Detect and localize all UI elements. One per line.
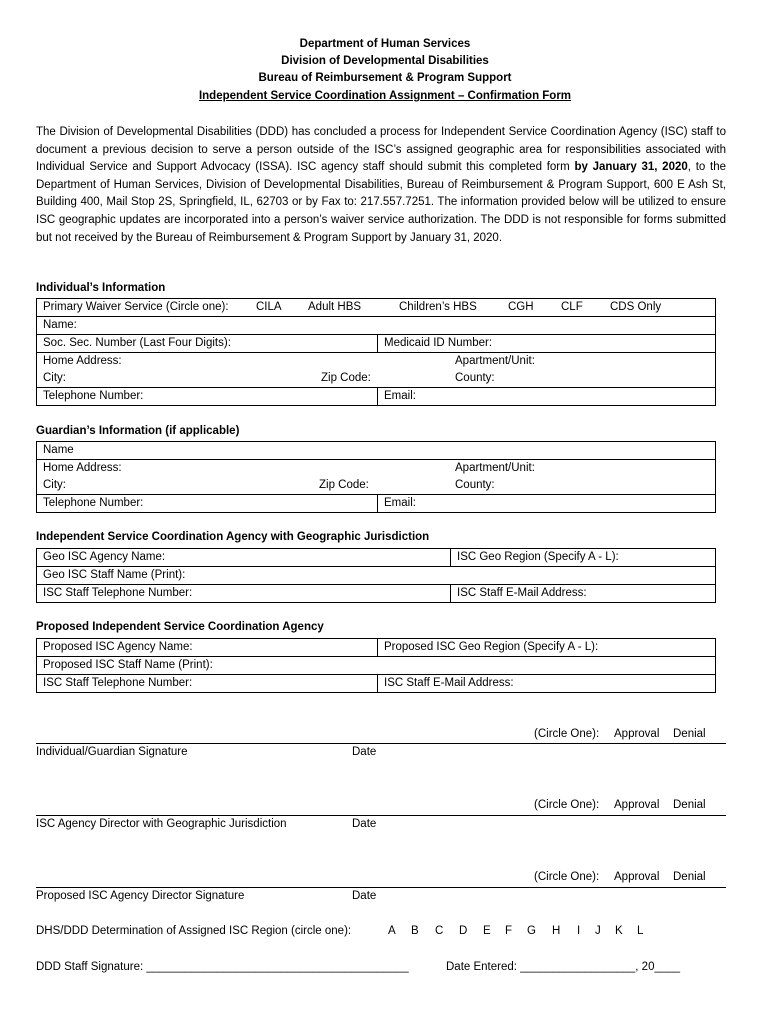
proposed-phone-field[interactable]: ISC Staff Telephone Number: [37, 675, 378, 693]
geo-agency-field[interactable]: Geo ISC Agency Name: [37, 549, 451, 567]
waiver-row [37, 299, 716, 317]
form-title: Independent Service Coordination Assignment – Confirmation Form [198, 90, 572, 102]
waiver-option-clf[interactable]: CLF [561, 301, 583, 313]
guardian-county-field[interactable]: County: [455, 479, 495, 491]
apartment-field[interactable]: Apartment/Unit: [455, 355, 535, 367]
proposed-email-field[interactable]: ISC Staff E-Mail Address: [378, 675, 716, 693]
geo-isc-section-title: Independent Service Coordination Agency with Geographic Jurisdiction [36, 531, 430, 543]
guardian-name-field[interactable]: Name [37, 442, 716, 460]
waiver-option-cgh[interactable]: CGH [508, 301, 534, 313]
guardian-city-row [37, 477, 716, 495]
proposed-staff-field[interactable]: Proposed ISC Staff Name (Print): [37, 657, 716, 675]
region-letter-c[interactable]: C [435, 925, 444, 937]
date-label-1: Date [352, 746, 377, 758]
determination-label: DHS/DDD Determination of Assigned ISC Region (circle one): [36, 925, 352, 937]
region-letter-l[interactable]: L [637, 925, 644, 937]
header-division: Division of Developmental Disabilities [281, 55, 489, 67]
guardian-table [36, 441, 716, 513]
waiver-option-childrens-hbs[interactable]: Children’s HBS [399, 301, 477, 313]
intro-part1: The Division of Developmental Disabilities (DDD) has concluded a process for Independent Service Coordination Agency (ISC) staff to document a previous decision to serve a person outside of the ISC’s assigned geographic area for responsibilities associated with Individual Service and Support Advocacy (ISSA). ISC agency staff should submit this completed form [36, 126, 726, 174]
geo-director-signature-label: ISC Agency Director with Geographic Jurisdiction [36, 818, 287, 830]
individual-email-field[interactable]: Email: [378, 388, 716, 406]
waiver-option-cila[interactable]: CILA [256, 301, 282, 313]
region-letter-h[interactable]: H [552, 925, 561, 937]
date-label-2: Date [352, 818, 377, 830]
proposed-agency-field[interactable]: Proposed ISC Agency Name: [37, 639, 378, 657]
geo-staff-field[interactable]: Geo ISC Staff Name (Print): [37, 567, 716, 585]
guardian-section-title: Guardian’s Information (if applicable) [36, 425, 240, 437]
individual-section-title: Individual’s Information [36, 282, 166, 294]
signature-line-2[interactable] [36, 815, 726, 816]
approval-option-2[interactable]: Approval [614, 799, 660, 811]
guardian-phone-field[interactable]: Telephone Number: [37, 495, 378, 513]
proposed-isc-table [36, 638, 716, 693]
intro-part2: , to the Department of Human Services, Division of Developmental Disabilities, Bureau of Reimbursement & Program Support, 600 E Ash St, Building 400, Mail Stop 2S, Springfield, IL, 62703 or by Fax to: 217.557.7251. The information provided below will be utilized to ensure ISC geographic updates are incorporated into a person’s waiver service authorization. The DDD is not responsible for forms submitted but not received by the Bureau of Reimbursement & Program Support by January 31, 2020. [36, 161, 727, 244]
approval-option-3[interactable]: Approval [614, 871, 660, 883]
individual-phone-field[interactable]: Telephone Number: [37, 388, 378, 406]
date-entered-field[interactable]: Date Entered: __________________, 20____ [446, 961, 681, 973]
ddd-staff-signature-field[interactable]: DDD Staff Signature: _________________________________________ [36, 961, 409, 973]
intro-deadline: by January 31, 2020 [574, 161, 688, 174]
geo-region-field[interactable]: ISC Geo Region (Specify A - L): [451, 549, 716, 567]
circle-one-label-3: (Circle One): [534, 871, 600, 883]
header-bureau: Bureau of Reimbursement & Program Support [258, 72, 512, 84]
circle-one-label-2: (Circle One): [534, 799, 600, 811]
denial-option-3[interactable]: Denial [673, 871, 706, 883]
geo-email-field[interactable]: ISC Staff E-Mail Address: [451, 585, 716, 603]
medicaid-field[interactable]: Medicaid ID Number: [378, 335, 716, 353]
waiver-option-adult-hbs[interactable]: Adult HBS [308, 301, 362, 313]
region-letter-a[interactable]: A [388, 925, 396, 937]
approval-option-1[interactable]: Approval [614, 728, 660, 740]
zip-field[interactable]: Zip Code: [321, 372, 371, 384]
individual-table [36, 298, 716, 406]
guardian-zip-field[interactable]: Zip Code: [319, 479, 369, 491]
waiver-label: Primary Waiver Service (Circle one): [43, 301, 229, 313]
waiver-option-cds-only[interactable]: CDS Only [610, 301, 662, 313]
guardian-home-field[interactable]: Home Address: [43, 462, 122, 474]
signature-line-3[interactable] [36, 887, 726, 888]
proposed-isc-section-title: Proposed Independent Service Coordination Agency [36, 621, 324, 633]
circle-one-label-1: (Circle One): [534, 728, 600, 740]
proposed-director-signature-label: Proposed ISC Agency Director Signature [36, 890, 245, 902]
region-letter-i[interactable]: I [577, 925, 581, 937]
signature-line-1[interactable] [36, 743, 726, 744]
region-letter-j[interactable]: J [595, 925, 601, 937]
guardian-home-row [37, 460, 716, 478]
ssn-field[interactable]: Soc. Sec. Number (Last Four Digits): [37, 335, 378, 353]
proposed-region-field[interactable]: Proposed ISC Geo Region (Specify A - L): [378, 639, 716, 657]
geo-phone-field[interactable]: ISC Staff Telephone Number: [37, 585, 451, 603]
home-address-row [37, 353, 716, 371]
guardian-apartment-field[interactable]: Apartment/Unit: [455, 462, 535, 474]
city-field[interactable]: City: [43, 372, 66, 384]
date-label-3: Date [352, 890, 377, 902]
individual-guardian-signature-label: Individual/Guardian Signature [36, 746, 188, 758]
intro-paragraph [36, 124, 726, 247]
county-field[interactable]: County: [455, 372, 495, 384]
denial-option-1[interactable]: Denial [673, 728, 706, 740]
region-letter-e[interactable]: E [483, 925, 491, 937]
region-letter-f[interactable]: F [505, 925, 513, 937]
region-letter-b[interactable]: B [411, 925, 419, 937]
guardian-city-field[interactable]: City: [43, 479, 66, 491]
individual-name-field[interactable]: Name: [37, 317, 716, 335]
region-letter-d[interactable]: D [459, 925, 468, 937]
city-row [37, 370, 716, 388]
region-letter-g[interactable]: G [527, 925, 536, 937]
denial-option-2[interactable]: Denial [673, 799, 706, 811]
geo-isc-table [36, 548, 716, 603]
header-department: Department of Human Services [299, 38, 471, 50]
guardian-email-field[interactable]: Email: [378, 495, 716, 513]
region-letter-k[interactable]: K [615, 925, 623, 937]
home-address-field[interactable]: Home Address: [43, 355, 122, 367]
